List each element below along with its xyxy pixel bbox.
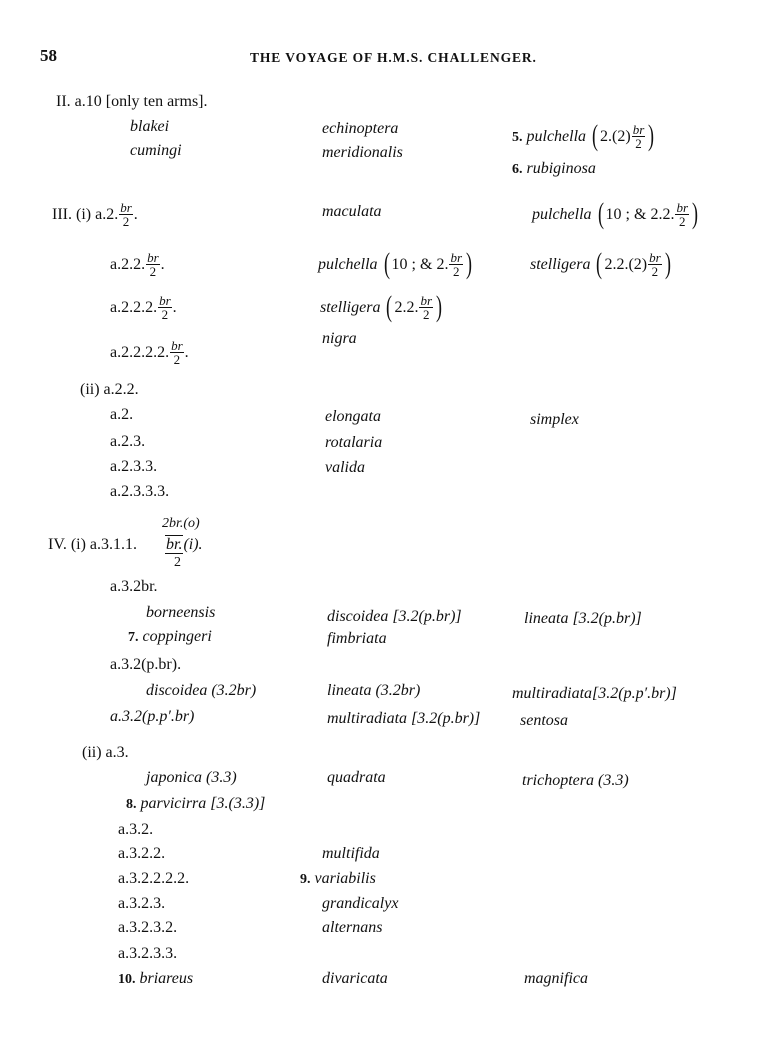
species-multiradiata-1: multiradiata[3.2(p.p′.br)]	[512, 685, 677, 702]
fraction: $\frac{br}{2}$	[632, 122, 645, 151]
formula-a2333: a.2.3.3.3.	[110, 483, 170, 500]
entry-stelligera-a2222: stelligera ( 2.2. $\frac{br}{2}$ )	[320, 289, 442, 323]
formula-a3233: a.3.2.3.3.	[118, 945, 178, 962]
species-maculata: maculata	[322, 203, 382, 220]
running-title: THE VOYAGE OF H.M.S. CHALLENGER.	[250, 50, 537, 65]
species-name: stelligera	[320, 299, 381, 317]
species-name: variabilis	[314, 870, 376, 887]
species-name: pulchella	[526, 128, 587, 146]
species-quadrata: quadrata	[327, 769, 386, 786]
entry-pulchella-iii: pulchella ( 10 ; & 2.2. $\frac{br}{2}$ )	[532, 196, 698, 230]
formula-a23: a.2.3.	[110, 433, 146, 450]
species-rotalaria: rotalaria	[325, 434, 383, 451]
formula-a323: a.3.2.3.	[118, 895, 166, 912]
subsection-3-ii: (ii) a.2.2.	[80, 381, 139, 398]
species-name: coppingeri	[142, 628, 212, 645]
fraction: $\frac{br}{2}$	[147, 250, 159, 279]
formula-a32222: a.3.2.2.2.2.	[118, 870, 190, 887]
section-4-heading: IV. (i) a.3.1.1.	[48, 536, 138, 553]
formula: 2.(2)	[600, 128, 631, 146]
formula: 10 ; & 2.2.	[605, 206, 675, 224]
species-multiradiata-2: multiradiata [3.2(p.br)]	[327, 710, 481, 727]
entry-parvicirra-8	[126, 794, 265, 815]
species-fimbriata: fimbriata	[327, 630, 387, 647]
entry-rubiginosa-6	[512, 159, 596, 180]
formula-a2222: a.2.2.2. $\frac{br}{2}$ .	[110, 293, 177, 322]
entry-variabilis-9	[300, 869, 376, 890]
formula-a2: a.2.	[110, 406, 134, 423]
fraction-suffix: (i).	[183, 536, 203, 553]
stacked-bottom: 2	[174, 555, 181, 570]
species-discoidea-2: discoidea (3.2br)	[146, 682, 257, 699]
species-alternans: alternans	[322, 919, 383, 936]
fraction: $\frac{br}{2}$	[171, 338, 183, 367]
entry-number: 7.	[128, 630, 139, 645]
formula-a32pbr: a.3.2(p.br).	[110, 656, 182, 673]
species-meridionalis: meridionalis	[322, 144, 403, 161]
fraction: $\frac{br}{2}$	[649, 250, 661, 279]
fraction: $\frac{br}{2}$	[159, 293, 171, 322]
stacked-middle	[165, 535, 203, 555]
species-name: briareus	[139, 970, 194, 987]
formula-text: a.2.2.2.2.	[110, 344, 170, 362]
species-lineata-2: lineata (3.2br)	[327, 682, 421, 699]
entry-number: 6.	[512, 162, 523, 177]
page-number: 58	[40, 46, 57, 65]
close-paren: )	[648, 118, 655, 152]
entry-number: 9.	[300, 872, 311, 887]
entry-number: 10.	[118, 972, 136, 987]
species-cumingi: cumingi	[130, 142, 182, 159]
species-magnifica: magnifica	[524, 970, 588, 987]
species-nigra: nigra	[322, 330, 357, 347]
entry-pulchella-5	[512, 118, 656, 152]
formula: 2.2.	[394, 299, 419, 317]
species-name: pulchella	[318, 256, 378, 274]
species-name: pulchella	[532, 206, 592, 224]
heading-text: III. (i) a.2.	[52, 206, 119, 224]
fraction: $\frac{br}{2}$	[450, 250, 462, 279]
formula-a22222: a.2.2.2.2. $\frac{br}{2}$ .	[110, 338, 189, 367]
formula-a222: a.2.2. $\frac{br}{2}$ .	[110, 250, 165, 279]
formula-a32: a.3.2.	[118, 821, 154, 838]
entry-pulchella-a222: pulchella ( 10 ; & 2. $\frac{br}{2}$ )	[318, 246, 472, 280]
species-elongata: elongata	[325, 408, 381, 425]
fraction: $\frac{br}{2}$	[120, 200, 132, 229]
species-echinoptera: echinoptera	[322, 120, 399, 137]
species-trichoptera: trichoptera (3.3)	[522, 772, 629, 789]
section-3-heading: III. (i) a.2. $\frac{br}{2}$ .	[52, 200, 138, 229]
formula: 2.2.(2)	[604, 256, 648, 274]
entry-stelligera-a222: stelligera ( 2.2.(2) $\frac{br}{2}$ )	[530, 246, 671, 280]
entry-coppingeri-7	[128, 627, 212, 648]
fraction: $\frac{br}{2}$	[676, 200, 688, 229]
species-grandicalyx: grandicalyx	[322, 895, 399, 912]
species-simplex: simplex	[530, 411, 579, 428]
open-paren: (	[592, 118, 599, 152]
species-divaricata: divaricata	[322, 970, 388, 987]
formula-a32br: a.3.2br.	[110, 578, 158, 595]
formula-a32ppbr: a.3.2(p.p′.br)	[110, 708, 195, 725]
formula-a322: a.3.2.2.	[118, 845, 166, 862]
species-valida: valida	[325, 459, 365, 476]
formula-text: a.2.2.2.	[110, 299, 158, 317]
species-japonica: japonica (3.3)	[146, 769, 237, 786]
species-name: parvicirra [3.(3.3)]	[140, 795, 266, 812]
formula-a3232: a.3.2.3.2.	[118, 919, 178, 936]
formula: 10 ; & 2.	[391, 256, 449, 274]
species-lineata-1: lineata [3.2(p.br)]	[524, 610, 642, 627]
fraction: $\frac{br}{2}$	[420, 293, 432, 322]
stacked-top: 2br.(o)	[162, 516, 200, 531]
entry-number: 8.	[126, 797, 137, 812]
species-sentosa: sentosa	[520, 712, 568, 729]
entry-briareus-10	[118, 969, 193, 990]
fraction-mid: br.	[166, 536, 183, 553]
species-multifida: multifida	[322, 845, 380, 862]
section-2-heading: II. a.10 [only ten arms].	[56, 93, 208, 110]
species-blakei: blakei	[130, 118, 170, 135]
subsection-4-ii: (ii) a.3.	[82, 744, 129, 761]
species-borneensis: borneensis	[146, 604, 216, 621]
species-name: rubiginosa	[526, 160, 596, 177]
formula-text: a.2.2.	[110, 256, 146, 274]
species-name: stelligera	[530, 256, 591, 274]
species-discoidea-1: discoidea [3.2(p.br)]	[327, 608, 462, 625]
formula-a233: a.2.3.3.	[110, 458, 158, 475]
entry-number: 5.	[512, 130, 523, 146]
